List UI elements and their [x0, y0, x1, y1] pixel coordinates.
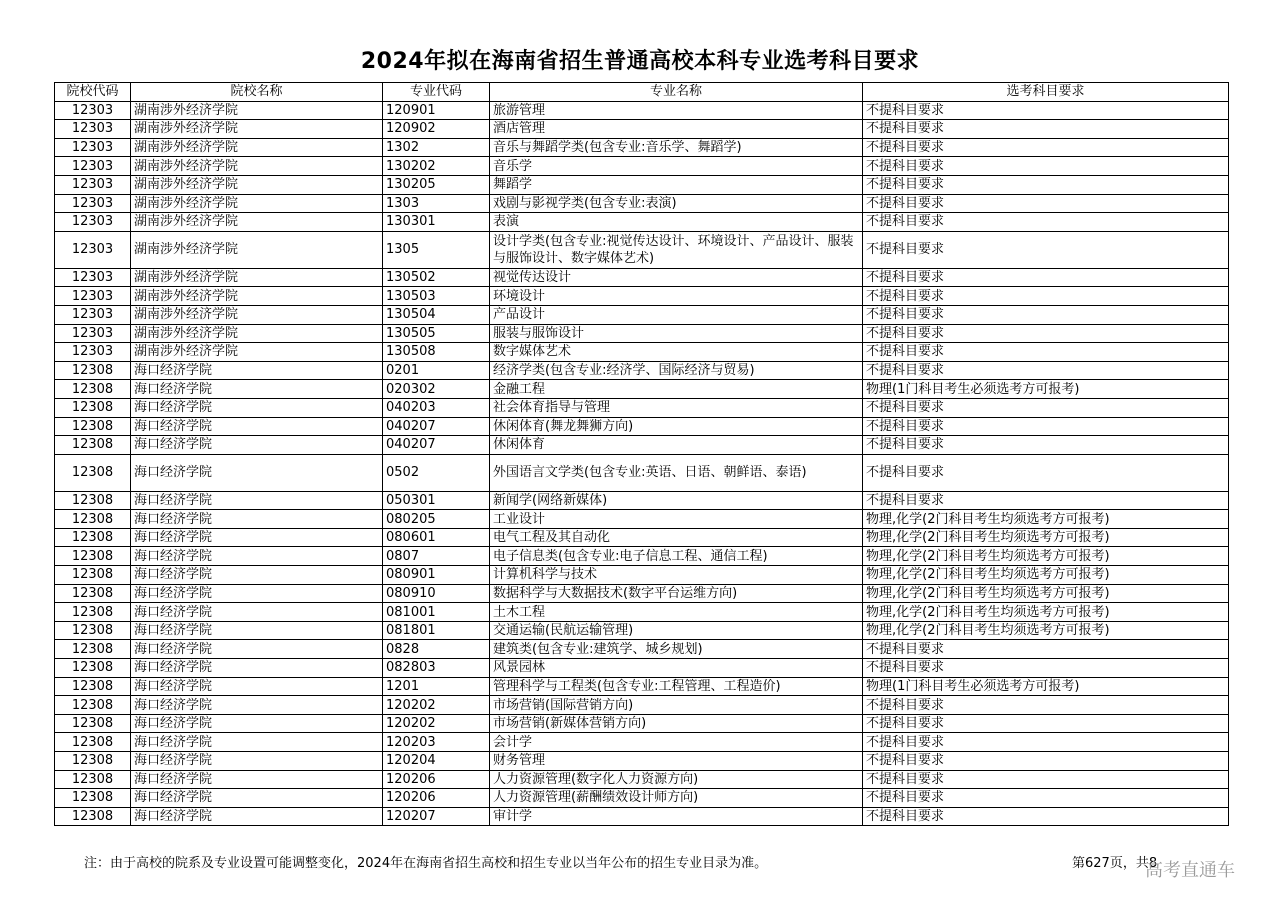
cell-major-name: 表演: [490, 213, 863, 232]
cell-school-name: 海口经济学院: [131, 621, 383, 640]
cell-subject-requirement: 不提科目要求: [863, 157, 1229, 176]
table-row: [55, 733, 1229, 752]
cell-major-code: 130502: [383, 268, 490, 287]
cell-major-code: 082803: [383, 659, 490, 678]
cell-major-code: 040207: [383, 436, 490, 455]
cell-major-code: 130205: [383, 175, 490, 194]
cell-school-code: 12303: [55, 287, 131, 306]
header-subject-requirement: 选考科目要求: [863, 83, 1229, 102]
cell-school-name: 海口经济学院: [131, 566, 383, 585]
cell-major-name: 酒店管理: [490, 120, 863, 139]
cell-school-code: 12303: [55, 194, 131, 213]
table-row: [55, 454, 1229, 491]
cell-school-code: 12308: [55, 603, 131, 622]
table-header-row: [55, 83, 1229, 102]
table-row: [55, 752, 1229, 771]
cell-school-code: 12308: [55, 528, 131, 547]
cell-subject-requirement: 不提科目要求: [863, 491, 1229, 510]
table-row: [55, 584, 1229, 603]
cell-school-name: 海口经济学院: [131, 436, 383, 455]
cell-school-name: 海口经济学院: [131, 454, 383, 491]
table-row: [55, 659, 1229, 678]
cell-school-name: 海口经济学院: [131, 547, 383, 566]
table-row: [55, 138, 1229, 157]
cell-school-code: 12308: [55, 733, 131, 752]
table-row: [55, 770, 1229, 789]
document-title: 2024年拟在海南省招生普通高校本科专业选考科目要求: [360, 49, 920, 74]
cell-subject-requirement: 不提科目要求: [863, 696, 1229, 715]
cell-school-code: 12303: [55, 324, 131, 343]
cell-school-code: 12308: [55, 454, 131, 491]
cell-subject-requirement: 不提科目要求: [863, 138, 1229, 157]
header-school-code: 院校代码: [55, 83, 131, 102]
cell-major-name: 人力资源管理(薪酬绩效设计师方向): [490, 789, 863, 808]
cell-subject-requirement: 不提科目要求: [863, 324, 1229, 343]
cell-school-code: 12308: [55, 380, 131, 399]
cell-school-name: 湖南涉外经济学院: [131, 138, 383, 157]
header-school-name: 院校名称: [131, 83, 383, 102]
cell-major-code: 120204: [383, 752, 490, 771]
cell-major-name: 金融工程: [490, 380, 863, 399]
table-row: [55, 120, 1229, 139]
cell-school-name: 湖南涉外经济学院: [131, 268, 383, 287]
cell-school-name: 海口经济学院: [131, 807, 383, 826]
cell-subject-requirement: 不提科目要求: [863, 231, 1229, 268]
table-row: [55, 640, 1229, 659]
cell-school-code: 12308: [55, 714, 131, 733]
table-row: [55, 305, 1229, 324]
cell-school-code: 12308: [55, 491, 131, 510]
cell-school-code: 12308: [55, 770, 131, 789]
cell-major-name: 土木工程: [490, 603, 863, 622]
cell-major-code: 050301: [383, 491, 490, 510]
table-row: [55, 398, 1229, 417]
cell-school-code: 12308: [55, 510, 131, 529]
cell-major-name: 风景园林: [490, 659, 863, 678]
cell-major-name: 市场营销(国际营销方向): [490, 696, 863, 715]
cell-school-name: 海口经济学院: [131, 659, 383, 678]
cell-subject-requirement: 物理,化学(2门科目考生均须选考方可报考): [863, 621, 1229, 640]
cell-school-code: 12303: [55, 138, 131, 157]
cell-major-name: 电气工程及其自动化: [490, 528, 863, 547]
cell-subject-requirement: 不提科目要求: [863, 436, 1229, 455]
cell-school-name: 海口经济学院: [131, 789, 383, 808]
cell-school-code: 12308: [55, 659, 131, 678]
cell-major-code: 130503: [383, 287, 490, 306]
cell-major-code: 130301: [383, 213, 490, 232]
cell-major-name: 市场营销(新媒体营销方向): [490, 714, 863, 733]
cell-major-name: 审计学: [490, 807, 863, 826]
cell-major-name: 产品设计: [490, 305, 863, 324]
cell-school-name: 海口经济学院: [131, 714, 383, 733]
cell-subject-requirement: 不提科目要求: [863, 287, 1229, 306]
cell-school-name: 湖南涉外经济学院: [131, 305, 383, 324]
cell-major-code: 081001: [383, 603, 490, 622]
cell-school-code: 12308: [55, 436, 131, 455]
cell-school-name: 湖南涉外经济学院: [131, 324, 383, 343]
cell-major-name: 休闲体育: [490, 436, 863, 455]
cell-school-name: 海口经济学院: [131, 733, 383, 752]
cell-school-code: 12303: [55, 175, 131, 194]
cell-major-name: 电子信息类(包含专业:电子信息工程、通信工程): [490, 547, 863, 566]
cell-subject-requirement: 不提科目要求: [863, 175, 1229, 194]
cell-subject-requirement: 不提科目要求: [863, 714, 1229, 733]
cell-major-code: 1201: [383, 677, 490, 696]
table-row: [55, 157, 1229, 176]
cell-major-name: 旅游管理: [490, 101, 863, 120]
cell-major-name: 人力资源管理(数字化人力资源方向): [490, 770, 863, 789]
table-row: [55, 547, 1229, 566]
cell-school-name: 湖南涉外经济学院: [131, 157, 383, 176]
cell-school-name: 海口经济学院: [131, 510, 383, 529]
cell-subject-requirement: 物理,化学(2门科目考生均须选考方可报考): [863, 584, 1229, 603]
cell-subject-requirement: 不提科目要求: [863, 454, 1229, 491]
cell-major-name: 建筑类(包含专业:建筑学、城乡规划): [490, 640, 863, 659]
cell-major-code: 120203: [383, 733, 490, 752]
header-major-code: 专业代码: [383, 83, 490, 102]
table-row: [55, 213, 1229, 232]
table-row: [55, 101, 1229, 120]
cell-school-name: 湖南涉外经济学院: [131, 231, 383, 268]
cell-major-name: 服装与服饰设计: [490, 324, 863, 343]
table-row: [55, 528, 1229, 547]
cell-subject-requirement: 不提科目要求: [863, 213, 1229, 232]
cell-major-name: 设计学类(包含专业:视觉传达设计、环境设计、产品设计、服装与服饰设计、数字媒体艺术): [490, 231, 863, 268]
cell-school-code: 12303: [55, 213, 131, 232]
cell-major-code: 0201: [383, 361, 490, 380]
cell-major-name: 工业设计: [490, 510, 863, 529]
table-body: [55, 101, 1229, 826]
cell-major-name: 数字媒体艺术: [490, 343, 863, 362]
cell-school-code: 12303: [55, 101, 131, 120]
cell-major-code: 120202: [383, 696, 490, 715]
cell-school-code: 12308: [55, 696, 131, 715]
cell-subject-requirement: 不提科目要求: [863, 770, 1229, 789]
cell-major-name: 财务管理: [490, 752, 863, 771]
cell-school-code: 12308: [55, 417, 131, 436]
table-row: [55, 566, 1229, 585]
table-row: [55, 714, 1229, 733]
cell-subject-requirement: 物理,化学(2门科目考生均须选考方可报考): [863, 547, 1229, 566]
header-major-name: 专业名称: [490, 83, 863, 102]
cell-major-name: 外国语言文学类(包含专业:英语、日语、朝鲜语、泰语): [490, 454, 863, 491]
cell-school-code: 12308: [55, 584, 131, 603]
cell-major-code: 080901: [383, 566, 490, 585]
cell-school-code: 12308: [55, 566, 131, 585]
cell-major-code: 120207: [383, 807, 490, 826]
cell-subject-requirement: 物理,化学(2门科目考生均须选考方可报考): [863, 603, 1229, 622]
cell-major-code: 130505: [383, 324, 490, 343]
table-row: [55, 807, 1229, 826]
cell-school-name: 海口经济学院: [131, 398, 383, 417]
table-row: [55, 510, 1229, 529]
table-row: [55, 324, 1229, 343]
cell-major-code: 1302: [383, 138, 490, 157]
cell-major-code: 0502: [383, 454, 490, 491]
cell-school-name: 海口经济学院: [131, 603, 383, 622]
cell-subject-requirement: 不提科目要求: [863, 361, 1229, 380]
table-row: [55, 268, 1229, 287]
cell-subject-requirement: 不提科目要求: [863, 733, 1229, 752]
cell-school-name: 海口经济学院: [131, 584, 383, 603]
cell-subject-requirement: 不提科目要求: [863, 268, 1229, 287]
cell-major-code: 0807: [383, 547, 490, 566]
cell-school-code: 12303: [55, 343, 131, 362]
cell-school-code: 12303: [55, 268, 131, 287]
table-row: [55, 175, 1229, 194]
cell-major-code: 120202: [383, 714, 490, 733]
cell-subject-requirement: 不提科目要求: [863, 807, 1229, 826]
cell-major-name: 视觉传达设计: [490, 268, 863, 287]
footnote: 注：由于高校的院系及专业设置可能调整变化，2024年在海南省招生高校和招生专业以当年公布的招生专业目录为准。: [84, 856, 768, 871]
table-row: [55, 677, 1229, 696]
cell-school-name: 湖南涉外经济学院: [131, 194, 383, 213]
cell-major-code: 130508: [383, 343, 490, 362]
cell-major-code: 120902: [383, 120, 490, 139]
cell-major-name: 新闻学(网络新媒体): [490, 491, 863, 510]
cell-major-code: 040203: [383, 398, 490, 417]
table-row: [55, 287, 1229, 306]
cell-school-name: 湖南涉外经济学院: [131, 287, 383, 306]
cell-subject-requirement: 物理,化学(2门科目考生均须选考方可报考): [863, 566, 1229, 585]
cell-school-name: 湖南涉外经济学院: [131, 101, 383, 120]
cell-subject-requirement: 不提科目要求: [863, 640, 1229, 659]
cell-school-name: 湖南涉外经济学院: [131, 175, 383, 194]
cell-major-code: 1305: [383, 231, 490, 268]
cell-school-name: 海口经济学院: [131, 380, 383, 399]
cell-subject-requirement: 不提科目要求: [863, 343, 1229, 362]
cell-major-name: 交通运输(民航运输管理): [490, 621, 863, 640]
requirements-table: [54, 82, 1229, 826]
cell-subject-requirement: 不提科目要求: [863, 398, 1229, 417]
cell-major-code: 120206: [383, 789, 490, 808]
cell-school-name: 湖南涉外经济学院: [131, 213, 383, 232]
cell-major-code: 1303: [383, 194, 490, 213]
cell-school-name: 湖南涉外经济学院: [131, 120, 383, 139]
cell-school-name: 海口经济学院: [131, 770, 383, 789]
cell-school-name: 海口经济学院: [131, 417, 383, 436]
cell-subject-requirement: 不提科目要求: [863, 752, 1229, 771]
cell-major-code: 120901: [383, 101, 490, 120]
cell-major-name: 音乐学: [490, 157, 863, 176]
table-row: [55, 380, 1229, 399]
cell-school-name: 海口经济学院: [131, 752, 383, 771]
page-number: 第627页，共8: [1072, 856, 1158, 871]
cell-major-code: 080601: [383, 528, 490, 547]
cell-subject-requirement: 物理(1门科目考生必须选考方可报考): [863, 380, 1229, 399]
cell-school-code: 12308: [55, 677, 131, 696]
table-row: [55, 789, 1229, 808]
cell-major-name: 环境设计: [490, 287, 863, 306]
cell-subject-requirement: 不提科目要求: [863, 194, 1229, 213]
cell-subject-requirement: 不提科目要求: [863, 659, 1229, 678]
cell-school-code: 12303: [55, 120, 131, 139]
table-row: [55, 361, 1229, 380]
cell-major-code: 130202: [383, 157, 490, 176]
cell-major-name: 数据科学与大数据技术(数字平台运维方向): [490, 584, 863, 603]
table-row: [55, 696, 1229, 715]
table-row: [55, 231, 1229, 268]
cell-school-code: 12308: [55, 621, 131, 640]
cell-major-code: 040207: [383, 417, 490, 436]
cell-subject-requirement: 不提科目要求: [863, 417, 1229, 436]
cell-school-code: 12308: [55, 807, 131, 826]
cell-major-name: 经济学类(包含专业:经济学、国际经济与贸易): [490, 361, 863, 380]
watermark: 高考直通车: [1145, 860, 1235, 881]
cell-school-code: 12308: [55, 361, 131, 380]
cell-major-code: 0828: [383, 640, 490, 659]
cell-school-code: 12308: [55, 398, 131, 417]
cell-subject-requirement: 不提科目要求: [863, 101, 1229, 120]
cell-major-code: 080205: [383, 510, 490, 529]
cell-major-name: 管理科学与工程类(包含专业:工程管理、工程造价): [490, 677, 863, 696]
cell-school-name: 海口经济学院: [131, 677, 383, 696]
cell-school-code: 12303: [55, 305, 131, 324]
cell-major-name: 休闲体育(舞龙舞狮方向): [490, 417, 863, 436]
cell-major-code: 080910: [383, 584, 490, 603]
cell-major-code: 081801: [383, 621, 490, 640]
cell-school-code: 12308: [55, 752, 131, 771]
cell-subject-requirement: 不提科目要求: [863, 789, 1229, 808]
cell-school-code: 12303: [55, 157, 131, 176]
cell-school-name: 海口经济学院: [131, 696, 383, 715]
table-row: [55, 194, 1229, 213]
table-row: [55, 436, 1229, 455]
cell-major-name: 舞蹈学: [490, 175, 863, 194]
table-row: [55, 621, 1229, 640]
cell-major-name: 社会体育指导与管理: [490, 398, 863, 417]
cell-subject-requirement: 物理,化学(2门科目考生均须选考方可报考): [863, 510, 1229, 529]
cell-school-name: 海口经济学院: [131, 528, 383, 547]
cell-subject-requirement: 物理(1门科目考生必须选考方可报考): [863, 677, 1229, 696]
cell-major-code: 130504: [383, 305, 490, 324]
cell-school-name: 海口经济学院: [131, 361, 383, 380]
cell-school-code: 12308: [55, 640, 131, 659]
cell-subject-requirement: 不提科目要求: [863, 120, 1229, 139]
cell-school-name: 海口经济学院: [131, 491, 383, 510]
table-row: [55, 343, 1229, 362]
cell-major-name: 会计学: [490, 733, 863, 752]
table-row: [55, 603, 1229, 622]
cell-major-name: 计算机科学与技术: [490, 566, 863, 585]
cell-major-code: 120206: [383, 770, 490, 789]
cell-subject-requirement: 物理,化学(2门科目考生均须选考方可报考): [863, 528, 1229, 547]
table-row: [55, 491, 1229, 510]
cell-major-code: 020302: [383, 380, 490, 399]
cell-major-name: 音乐与舞蹈学类(包含专业:音乐学、舞蹈学): [490, 138, 863, 157]
cell-school-name: 海口经济学院: [131, 640, 383, 659]
cell-school-name: 湖南涉外经济学院: [131, 343, 383, 362]
cell-major-name: 戏剧与影视学类(包含专业:表演): [490, 194, 863, 213]
cell-school-code: 12308: [55, 547, 131, 566]
cell-school-code: 12308: [55, 789, 131, 808]
cell-school-code: 12303: [55, 231, 131, 268]
table-row: [55, 417, 1229, 436]
cell-subject-requirement: 不提科目要求: [863, 305, 1229, 324]
